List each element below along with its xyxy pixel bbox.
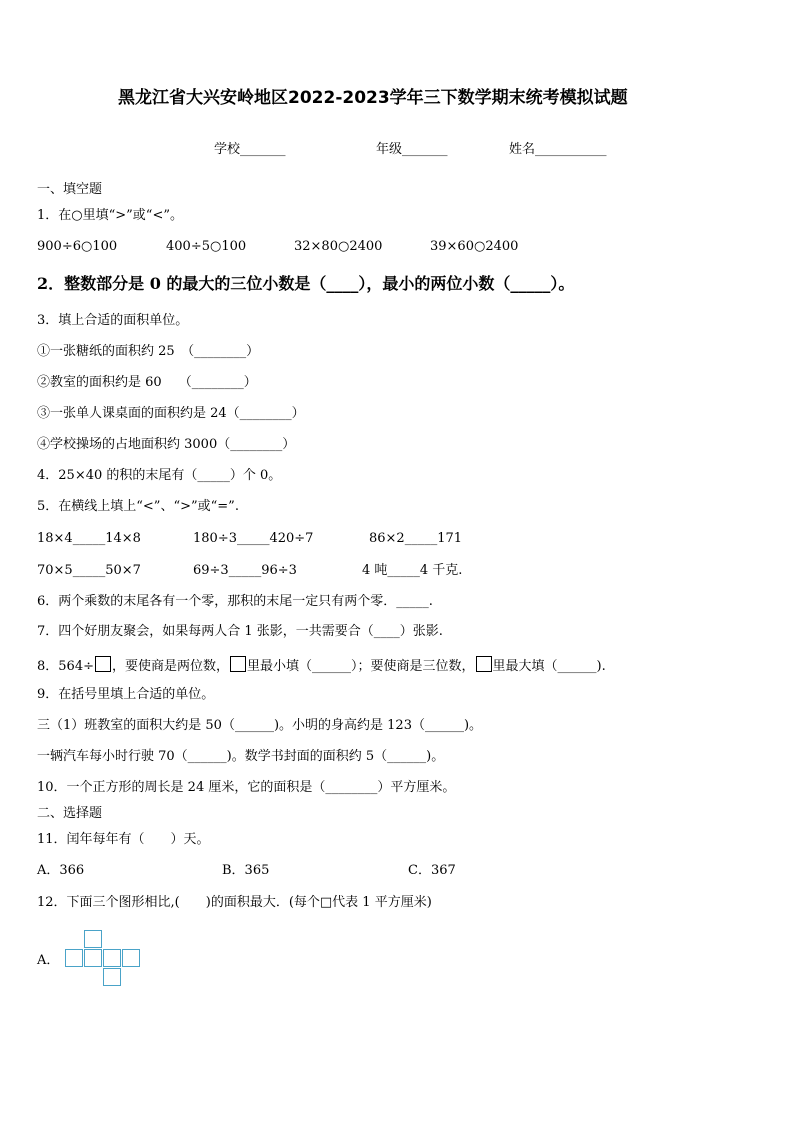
- q11-option-a: A．366: [37, 863, 85, 878]
- section-fill-blank: 一、填空题: [37, 182, 103, 197]
- question-4: 4．25×40 的积的末尾有（_____）个 0。: [37, 468, 282, 483]
- q5-item-5: 69÷3_____96÷3: [193, 563, 297, 578]
- q12-figure-a: [65, 930, 143, 988]
- grid-cell: [84, 949, 102, 967]
- grid-cell: [103, 949, 121, 967]
- q1-item-4: 39×60○2400: [430, 239, 519, 254]
- q5-item-6: 4 吨_____4 千克.: [362, 563, 463, 578]
- section-multiple-choice: 二、选择题: [37, 806, 103, 821]
- question-9: 9．在括号里填上合适的单位。: [37, 687, 215, 702]
- page-title: 黑龙江省大兴安岭地区2022-2023学年三下数学期末统考模拟试题: [118, 88, 628, 108]
- grid-cell: [122, 949, 140, 967]
- q8-part-4: 里最大填（______).: [492, 659, 606, 674]
- question-6: 6．两个乘数的末尾各有一个零，那积的末尾一定只有两个零．_____.: [37, 594, 433, 609]
- q8-part-3: 里最小填（______）；要使商是三位数，: [247, 659, 475, 674]
- grid-cell: [103, 968, 121, 986]
- blank-square-icon: [230, 656, 246, 672]
- question-1: 1．在○里填“>”或“<”。: [37, 208, 183, 223]
- q5-item-4: 70×5_____50×7: [37, 563, 141, 578]
- question-10: 10．一个正方形的周长是 24 厘米，它的面积是（________）平方厘米。: [37, 780, 456, 795]
- q11-option-b: B．365: [222, 863, 270, 878]
- q3-item-4: ④学校操场的占地面积约 3000（________）: [37, 437, 296, 452]
- question-8: [37, 656, 606, 673]
- blank-square-icon: [95, 656, 111, 672]
- blank-square-icon: [476, 656, 492, 672]
- q5-item-2: 180÷3_____420÷7: [193, 531, 314, 546]
- q5-item-3: 86×2_____171: [369, 531, 463, 546]
- q3-item-3: ③一张单人课桌面的面积约是 24（________）: [37, 406, 305, 421]
- q8-part-2: ，要使商是两位数，: [111, 659, 229, 674]
- question-2: 2．整数部分是 0 的最大的三位小数是（____），最小的两位小数（_____）。: [37, 274, 575, 293]
- q9-line-2: 一辆汽车每小时行驶 70（______)。数学书封面的面积约 5（______)。: [37, 749, 445, 764]
- question-3: 3．填上合适的面积单位。: [37, 313, 189, 328]
- grade-field: 年级_______: [376, 142, 448, 157]
- name-field: 姓名___________: [509, 142, 607, 157]
- q9-line-1: 三（1）班教室的面积大约是 50（______)。小明的身高约是 123（______)。: [37, 718, 483, 733]
- school-field: 学校_______: [214, 142, 286, 157]
- question-7: 7．四个好朋友聚会，如果每两人合 1 张影，一共需要合（____）张影.: [37, 624, 443, 639]
- q3-item-2: ②教室的面积约是 60 （________）: [37, 375, 257, 390]
- q5-item-1: 18×4_____14×8: [37, 531, 141, 546]
- q1-item-1: 900÷6○100: [37, 239, 118, 254]
- question-5: 5．在横线上填上“<”、“>”或“=”.: [37, 499, 239, 514]
- grid-cell: [65, 949, 83, 967]
- q3-item-1: ①一张糖纸的面积约 25 （________）: [37, 344, 260, 359]
- q8-part-1: 8．564÷: [37, 659, 94, 674]
- grid-cell: [84, 930, 102, 948]
- q12-option-a: A．: [37, 953, 60, 968]
- q11-option-c: C．367: [408, 863, 456, 878]
- question-11: 11．闰年每年有（ ）天。: [37, 832, 210, 847]
- q1-item-2: 400÷5○100: [166, 239, 247, 254]
- q1-item-3: 32×80○2400: [294, 239, 383, 254]
- question-12: 12．下面三个图形相比,( )的面积最大．(每个□代表 1 平方厘米): [37, 895, 432, 910]
